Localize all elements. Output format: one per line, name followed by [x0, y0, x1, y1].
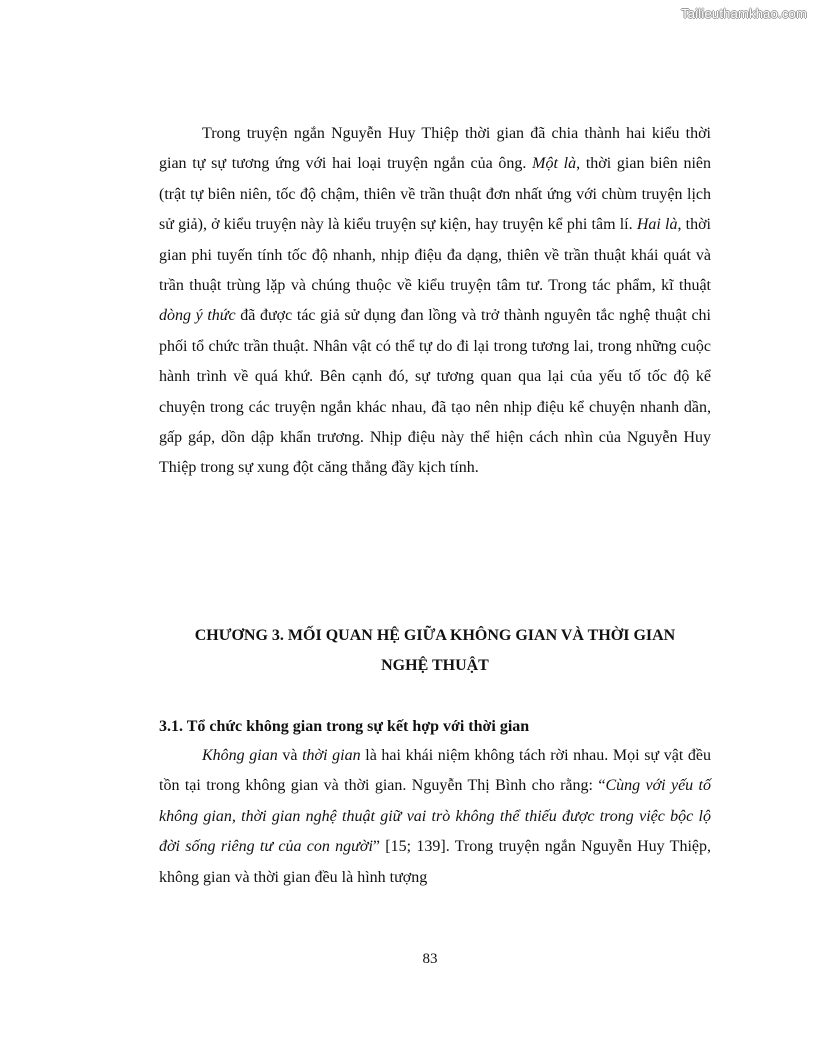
body-paragraph-1 — [159, 119, 711, 484]
para2-text-2: là hai khái niệm không tách rời nhau. Mọi sự vật đều tồn tại trong không gian và thời gian. Nguyễn Thị Bình cho rằng: “ — [159, 747, 711, 795]
para2-emphasis-khong-gian: Không gian — [202, 747, 278, 764]
para2-emphasis-thoi-gian: thời gian — [302, 747, 361, 764]
para2-quote: Cùng với yếu tố không gian, thời gian nghệ thuật giữ vai trò không thể thiếu được trong việc bộc lộ đời sống riêng tư của con người — [159, 777, 711, 856]
chapter-title-line-2: NGHỆ THUẬT — [381, 657, 489, 675]
para1-text-1: Trong truyện ngắn Nguyễn Huy Thiệp thời gian đã chia thành hai kiểu thời gian tự sự tương ứng với hai loại truyện ngắn của ông. — [159, 125, 711, 173]
para1-text-4: đã được tác giả sử dụng đan lồng và trở thành nguyên tắc nghệ thuật chi phối tổ chức trần thuật. Nhân vật có thể tự do đi lại trong tương lai, trong những cuộc hành trình về quá khứ. Bên cạnh đó, sự tương quan qua lại của yếu tố tốc độ kể chuyện trong các truyện ngắn khác nhau, đã tạo nên nhịp điệu kể chuyện nhanh dần, gấp gáp, dồn dập khẩn trương. Nhịp điệu này thể hiện cách nhìn của Nguyễn Huy Thiệp trong sự xung đột căng thẳng đầy kịch tính. — [159, 307, 712, 477]
para1-emphasis-mot-la: Một là — [532, 155, 577, 173]
body-paragraph-2 — [159, 741, 711, 893]
para1-emphasis-dong-y-thuc: dòng ý thức — [159, 307, 236, 325]
section-heading: 3.1. Tổ chức không gian trong sự kết hợp với thời gian — [159, 718, 530, 735]
para1-text-2: , thời gian biên niên (trật tự biên niên, tốc độ chậm, thiên về trần thuật đơn nhất ứng với chùm truyện lịch sử giả), ở kiểu truyện này là kiểu truyện sự kiện, hay truyện kể phi tâm lí. — [159, 155, 712, 234]
para1-emphasis-hai-la: Hai là — [636, 216, 678, 234]
para2-text-3: ” [15; 139]. Trong truyện ngắn Nguyễn Huy Thiệp, không gian và thời gian đều là hình tượng — [159, 838, 712, 886]
chapter-title — [140, 621, 730, 682]
para1-text-3: , thời gian phi tuyến tính tốc độ nhanh, nhịp điệu đa dạng, thiên về trần thuật khái quát và trần thuật trùng lặp và chúng thuộc về kiểu truyện tâm tư. Trong tác phẩm, kĩ thuật — [159, 216, 711, 295]
chapter-title-line-1: CHƯƠNG 3. MỐI QUAN HỆ GIỮA KHÔNG GIAN VÀ THỜI GIAN — [194, 627, 676, 644]
para2-text-1: và — [277, 747, 303, 764]
page-number: 83 — [422, 951, 438, 967]
watermark-text: Tailieuthamkhao.com — [681, 6, 807, 21]
